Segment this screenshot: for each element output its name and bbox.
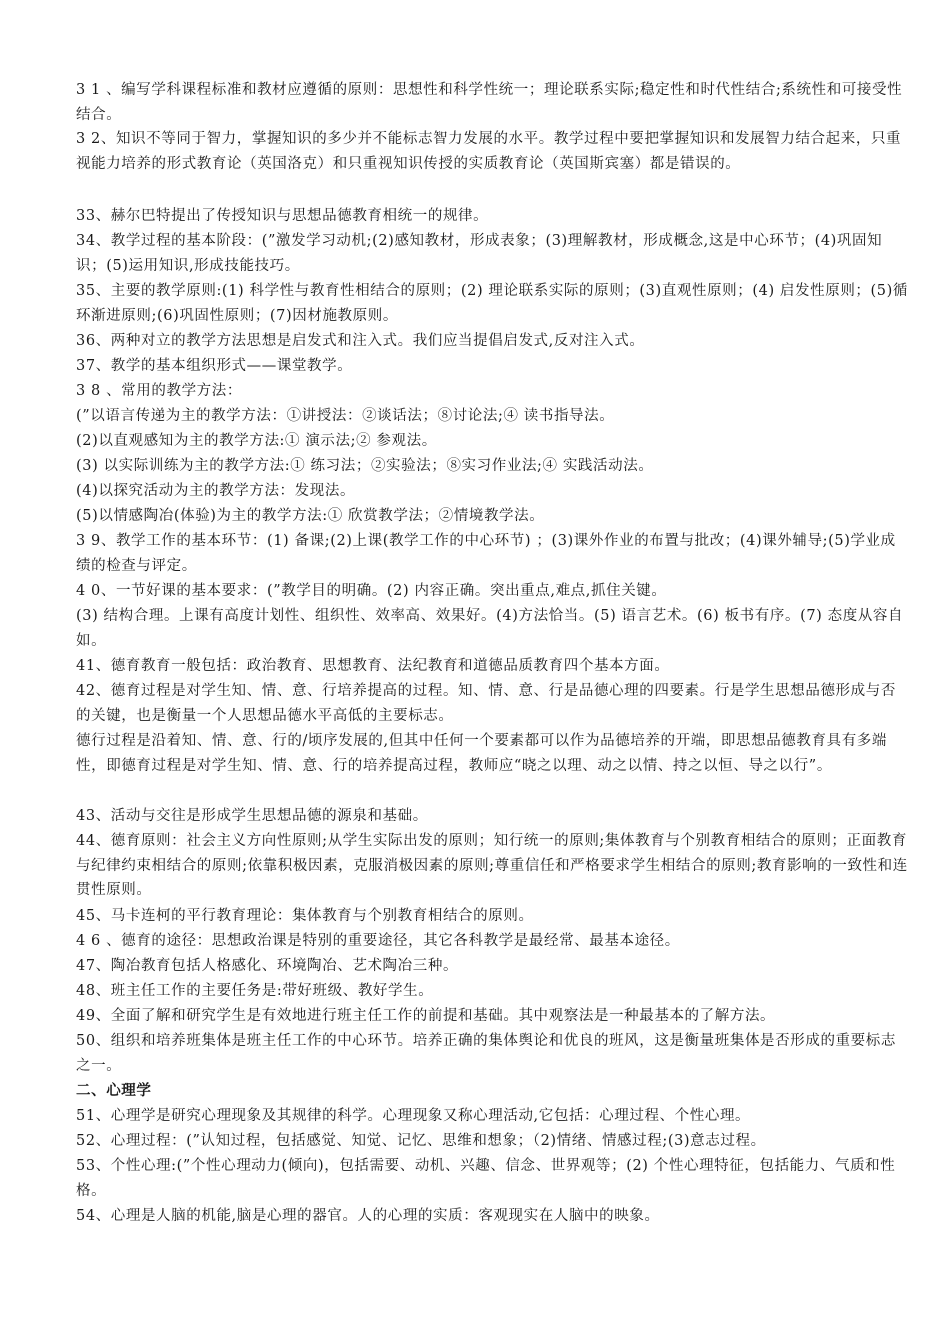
paragraph-38-item-2: (2)以直观感知为主的教学方法:① 演示法;② 参观法。 (76, 433, 437, 449)
paragraph-38-item-5: (5)以情感陶冶(体验)为主的教学方法:① 欣赏教学法；②情境教学法。 (76, 508, 545, 524)
paragraph-54: 54、心理是人脑的机能,脑是心理的器官。人的心理的实质：客观现实在人脑中的映象。 (76, 1208, 660, 1224)
paragraph-48: 48、班主任工作的主要任务是:带好班级、教好学生。 (76, 983, 434, 999)
paragraph-37: 37、教学的基本组织形式——课堂教学。 (76, 358, 353, 374)
paragraph-38-item-4: (4)以探究活动为主的教学方法：发现法。 (76, 483, 356, 499)
paragraph-40: 4 0、一节好课的基本要求：(”教学目的明确。(2) 内容正确。突出重点,难点,抓住关键。 (76, 583, 667, 599)
paragraph-53: 53、个性心理:(”个性心理动力(倾向)，包括需要、动机、兴趣、信念、世界观等；(2) 个性心理特征，包括能力、气质和性格。 (76, 1158, 896, 1199)
paragraph-52: 52、心理过程：(”认知过程，包括感觉、知觉、记忆、思维和想象；（2)情绪、情感过程;(3)意志过程。 (76, 1133, 766, 1149)
paragraph-44: 44、德育原则：社会主义方向性原则;从学生实际出发的原则；知行统一的原则;集体教育与个别教育相结合的原则；正面教育与纪律约束相结合的原则;依靠积极因素，克服消极因素的原则;尊重信任和严格要求学生相结合的原则;教育影响的一致性和连贯性原则。 (76, 833, 908, 898)
paragraph-34: 34、教学过程的基本阶段：(”激发学习动机;(2)感知教材，形成表象；(3)理解教材，形成概念,这是中心环节；(4)巩固知识；(5)运用知识,形成技能技巧。 (76, 233, 883, 274)
paragraph-41: 41、德育教育一般包括：政治教育、思想教育、法纪教育和道德品质教育四个基本方面。 (76, 658, 670, 674)
paragraph-38-item-3: (3) 以实际训练为主的教学方法:① 练习法；②实验法；⑧实习作业法;④ 实践活动法。 (76, 458, 654, 474)
paragraph-45: 45、马卡连柯的平行教育理论：集体教育与个别教育相结合的原则。 (76, 908, 534, 924)
paragraph-31: 3 1 、编写学科课程标准和教材应遵循的原则：思想性和科学性统一；理论联系实际;稳定性和时代性结合;系统性和可接受性结合。 (76, 82, 903, 123)
paragraph-51: 51、心理学是研究心理现象及其规律的科学。心理现象又称心理活动,它包括：心理过程、个性心理。 (76, 1108, 751, 1124)
paragraph-35: 35、主要的教学原则:(1) 科学性与教育性相结合的原则；(2) 理论联系实际的原则；(3)直观性原则；(4) 启发性原则；(5)循环渐进原则;(6)巩固性原则；(7)因材施教原则。 (76, 283, 908, 324)
paragraph-38: 3 8 、常用的教学方法： (76, 383, 242, 399)
paragraph-43: 43、活动与交往是形成学生思想品德的源泉和基础。 (76, 808, 428, 824)
paragraph-50: 50、组织和培养班集体是班主任工作的中心环节。培养正确的集体舆论和优良的班风，这是衡量班集体是否形成的重要标志之一。 (76, 1033, 896, 1074)
paragraph-32: 3 2、知识不等同于智力，掌握知识的多少并不能标志智力发展的水平。教学过程中要把掌握知识和发展智力结合起来，只重视能力培养的形式教育论（英国洛克）和只重视知识传授的实质教育论（英国斯宾塞）都是错误的。 (76, 131, 902, 172)
paragraph-38-item-1: (”以语言传递为主的教学方法：①讲授法：②谈话法；⑧讨论法;④ 读书指导法。 (76, 408, 615, 424)
section-heading-psychology: 二、心理学 (76, 1082, 152, 1099)
paragraph-46: 4 6 、德育的途径：思想政治课是特别的重要途径，其它各科教学是最经常、最基本途径。 (76, 933, 680, 949)
paragraph-47: 47、陶冶教育包括人格感化、环境陶冶、艺术陶冶三种。 (76, 958, 459, 974)
paragraph-36: 36、两种对立的教学方法思想是启发式和注入式。我们应当提倡启发式,反对注入式。 (76, 333, 645, 349)
paragraph-33: 33、赫尔巴特提出了传授知识与思想品德教育相统一的规律。 (76, 208, 489, 224)
paragraph-42: 42、德育过程是对学生知、情、意、行培养提高的过程。知、情、意、行是品德心理的四要素。行是学生思想品德形成与否的关键，也是衡量一个人思想品德水平高低的主要标志。 (76, 683, 896, 724)
paragraph-42-cont: 德行过程是沿着知、情、意、行的/顷序发展的,但其中任何一个要素都可以作为品德培养的开端，即思想品德教育具有多端性，即德育过程是对学生知、情、意、行的培养提高过程，教师应“晓之以理、动之以情、持之以恒、导之以行”。 (76, 733, 887, 774)
paragraph-40-cont: (3) 结构合理。上课有高度计划性、组织性、效率高、效果好。(4)方法恰当。(5) 语言艺术。(6) 板书有序。(7) 态度从容自如。 (76, 608, 904, 649)
paragraph-39: 3 9、教学工作的基本环节：(1) 备课;(2)上课(教学工作的中心环节) ；(3)课外作业的布置与批改；(4)课外辅导;(5)学业成绩的检查与评定。 (76, 533, 896, 574)
paragraph-49: 49、全面了解和研究学生是有效地进行班主任工作的前提和基础。其中观察法是一种最基本的了解方法。 (76, 1008, 776, 1024)
